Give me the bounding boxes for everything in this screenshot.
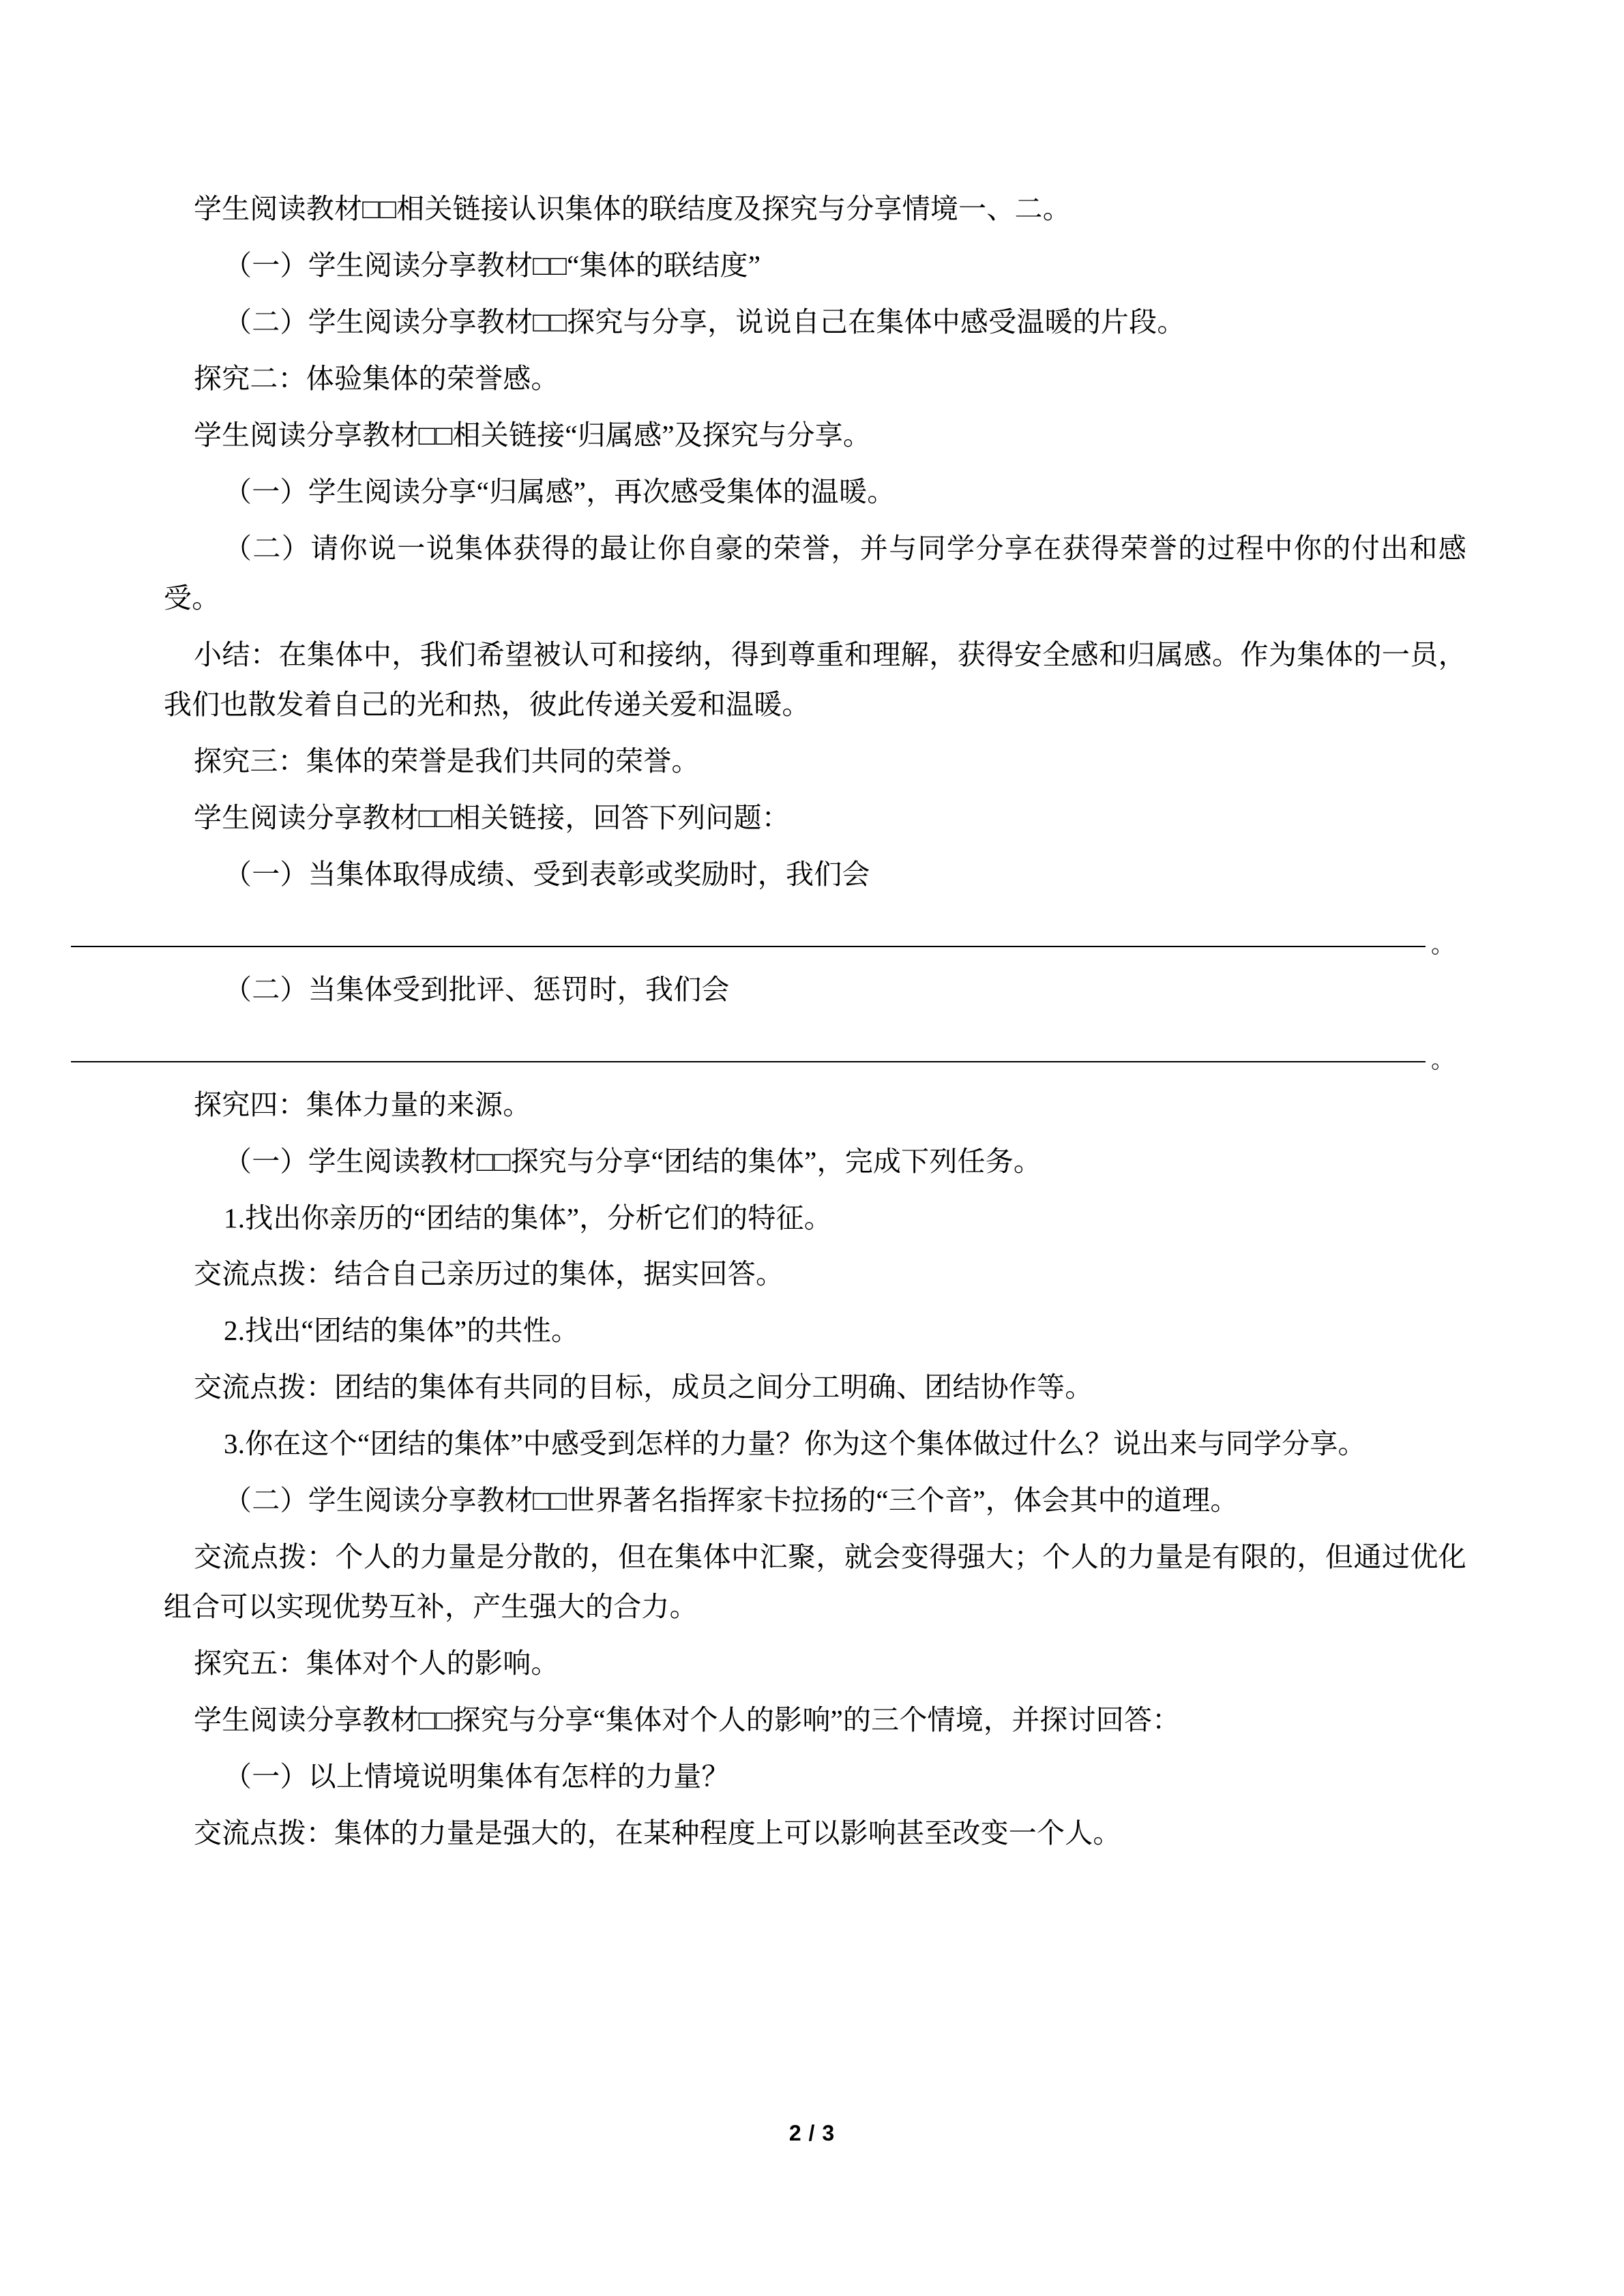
paragraph: 探究四：集体力量的来源。 xyxy=(194,1088,531,1120)
paragraph: 探究三：集体的荣誉是我们共同的荣誉。 xyxy=(194,745,700,777)
paragraph: 2.找出“团结的集体”的共性。 xyxy=(224,1315,580,1347)
paragraph: 探究五：集体对个人的影响。 xyxy=(194,1648,559,1680)
paragraph: 交流点拨：团结的集体有共同的目标，成员之间分工明确、团结协作等。 xyxy=(194,1371,1093,1403)
paragraph: 交流点拨：结合自己亲历过的集体，据实回答。 xyxy=(194,1258,784,1290)
fill-in-blank-line[interactable] xyxy=(164,1022,1466,1080)
paragraph: （二）当集体受到批评、惩罚时，我们会 xyxy=(224,973,730,1005)
paragraph: （二）学生阅读分享教材□□探究与分享，说说自己在集体中感受温暖的片段。 xyxy=(224,305,1185,338)
paragraph: 交流点拨：集体的力量是强大的，在某种程度上可以影响甚至改变一个人。 xyxy=(194,1817,1121,1849)
blank-rule xyxy=(71,1061,1426,1062)
paragraph: （二）请你说一说集体获得的最让你自豪的荣誉，并与同学分享在获得荣誉的过程中你的付出和感受。 xyxy=(164,532,1466,614)
page-number: 2 / 3 xyxy=(788,2121,836,2145)
paragraph: 学生阅读分享教材□□相关链接“归属感”及探究与分享。 xyxy=(194,419,872,451)
paragraph: （一）以上情境说明集体有怎样的力量？ xyxy=(224,1761,730,1793)
paragraph: 学生阅读分享教材□□探究与分享“集体对个人的影响”的三个情境，并探讨回答： xyxy=(194,1704,1181,1736)
paragraph: 学生阅读教材□□相关链接认识集体的联结度及探究与分享情境一、二。 xyxy=(194,193,1071,224)
paragraph: （一）学生阅读分享教材□□“集体的联结度” xyxy=(224,249,761,281)
blank-rule xyxy=(71,946,1426,947)
paragraph: 3.你在这个“团结的集体”中感受到怎样的力量？你为这个集体做过什么？说出来与同学分享。 xyxy=(224,1428,1366,1460)
paragraph: 学生阅读分享教材□□相关链接，回答下列问题： xyxy=(194,801,790,833)
paragraph: 1.找出你亲历的“团结的集体”，分析它们的特征。 xyxy=(224,1202,832,1234)
paragraph: 小结：在集体中，我们希望被认可和接纳，得到尊重和理解，获得安全感和归属感。作为集体的一员，我们也散发着自己的光和热，彼此传递关爱和温暖。 xyxy=(164,638,1466,720)
blank-end-mark: 。 xyxy=(1431,1047,1454,1073)
document-body xyxy=(164,184,1466,1865)
fill-in-blank-line[interactable] xyxy=(164,906,1466,965)
paragraph: （一）学生阅读分享“归属感”，再次感受集体的温暖。 xyxy=(224,475,896,507)
paragraph: （二）学生阅读分享教材□□世界著名指挥家卡拉扬的“三个音”，体会其中的道理。 xyxy=(224,1485,1239,1517)
paragraph: 探究二：体验集体的荣誉感。 xyxy=(194,362,559,394)
paragraph: （一）当集体取得成绩、受到表彰或奖励时，我们会 xyxy=(224,858,870,890)
paragraph: 交流点拨：个人的力量是分散的，但在集体中汇聚，就会变得强大；个人的力量是有限的，但通过优化组合可以实现优势互补，产生强大的合力。 xyxy=(164,1541,1466,1623)
blank-end-mark: 。 xyxy=(1431,932,1454,958)
paragraph: （一）学生阅读教材□□探究与分享“团结的集体”，完成下列任务。 xyxy=(224,1145,1042,1177)
